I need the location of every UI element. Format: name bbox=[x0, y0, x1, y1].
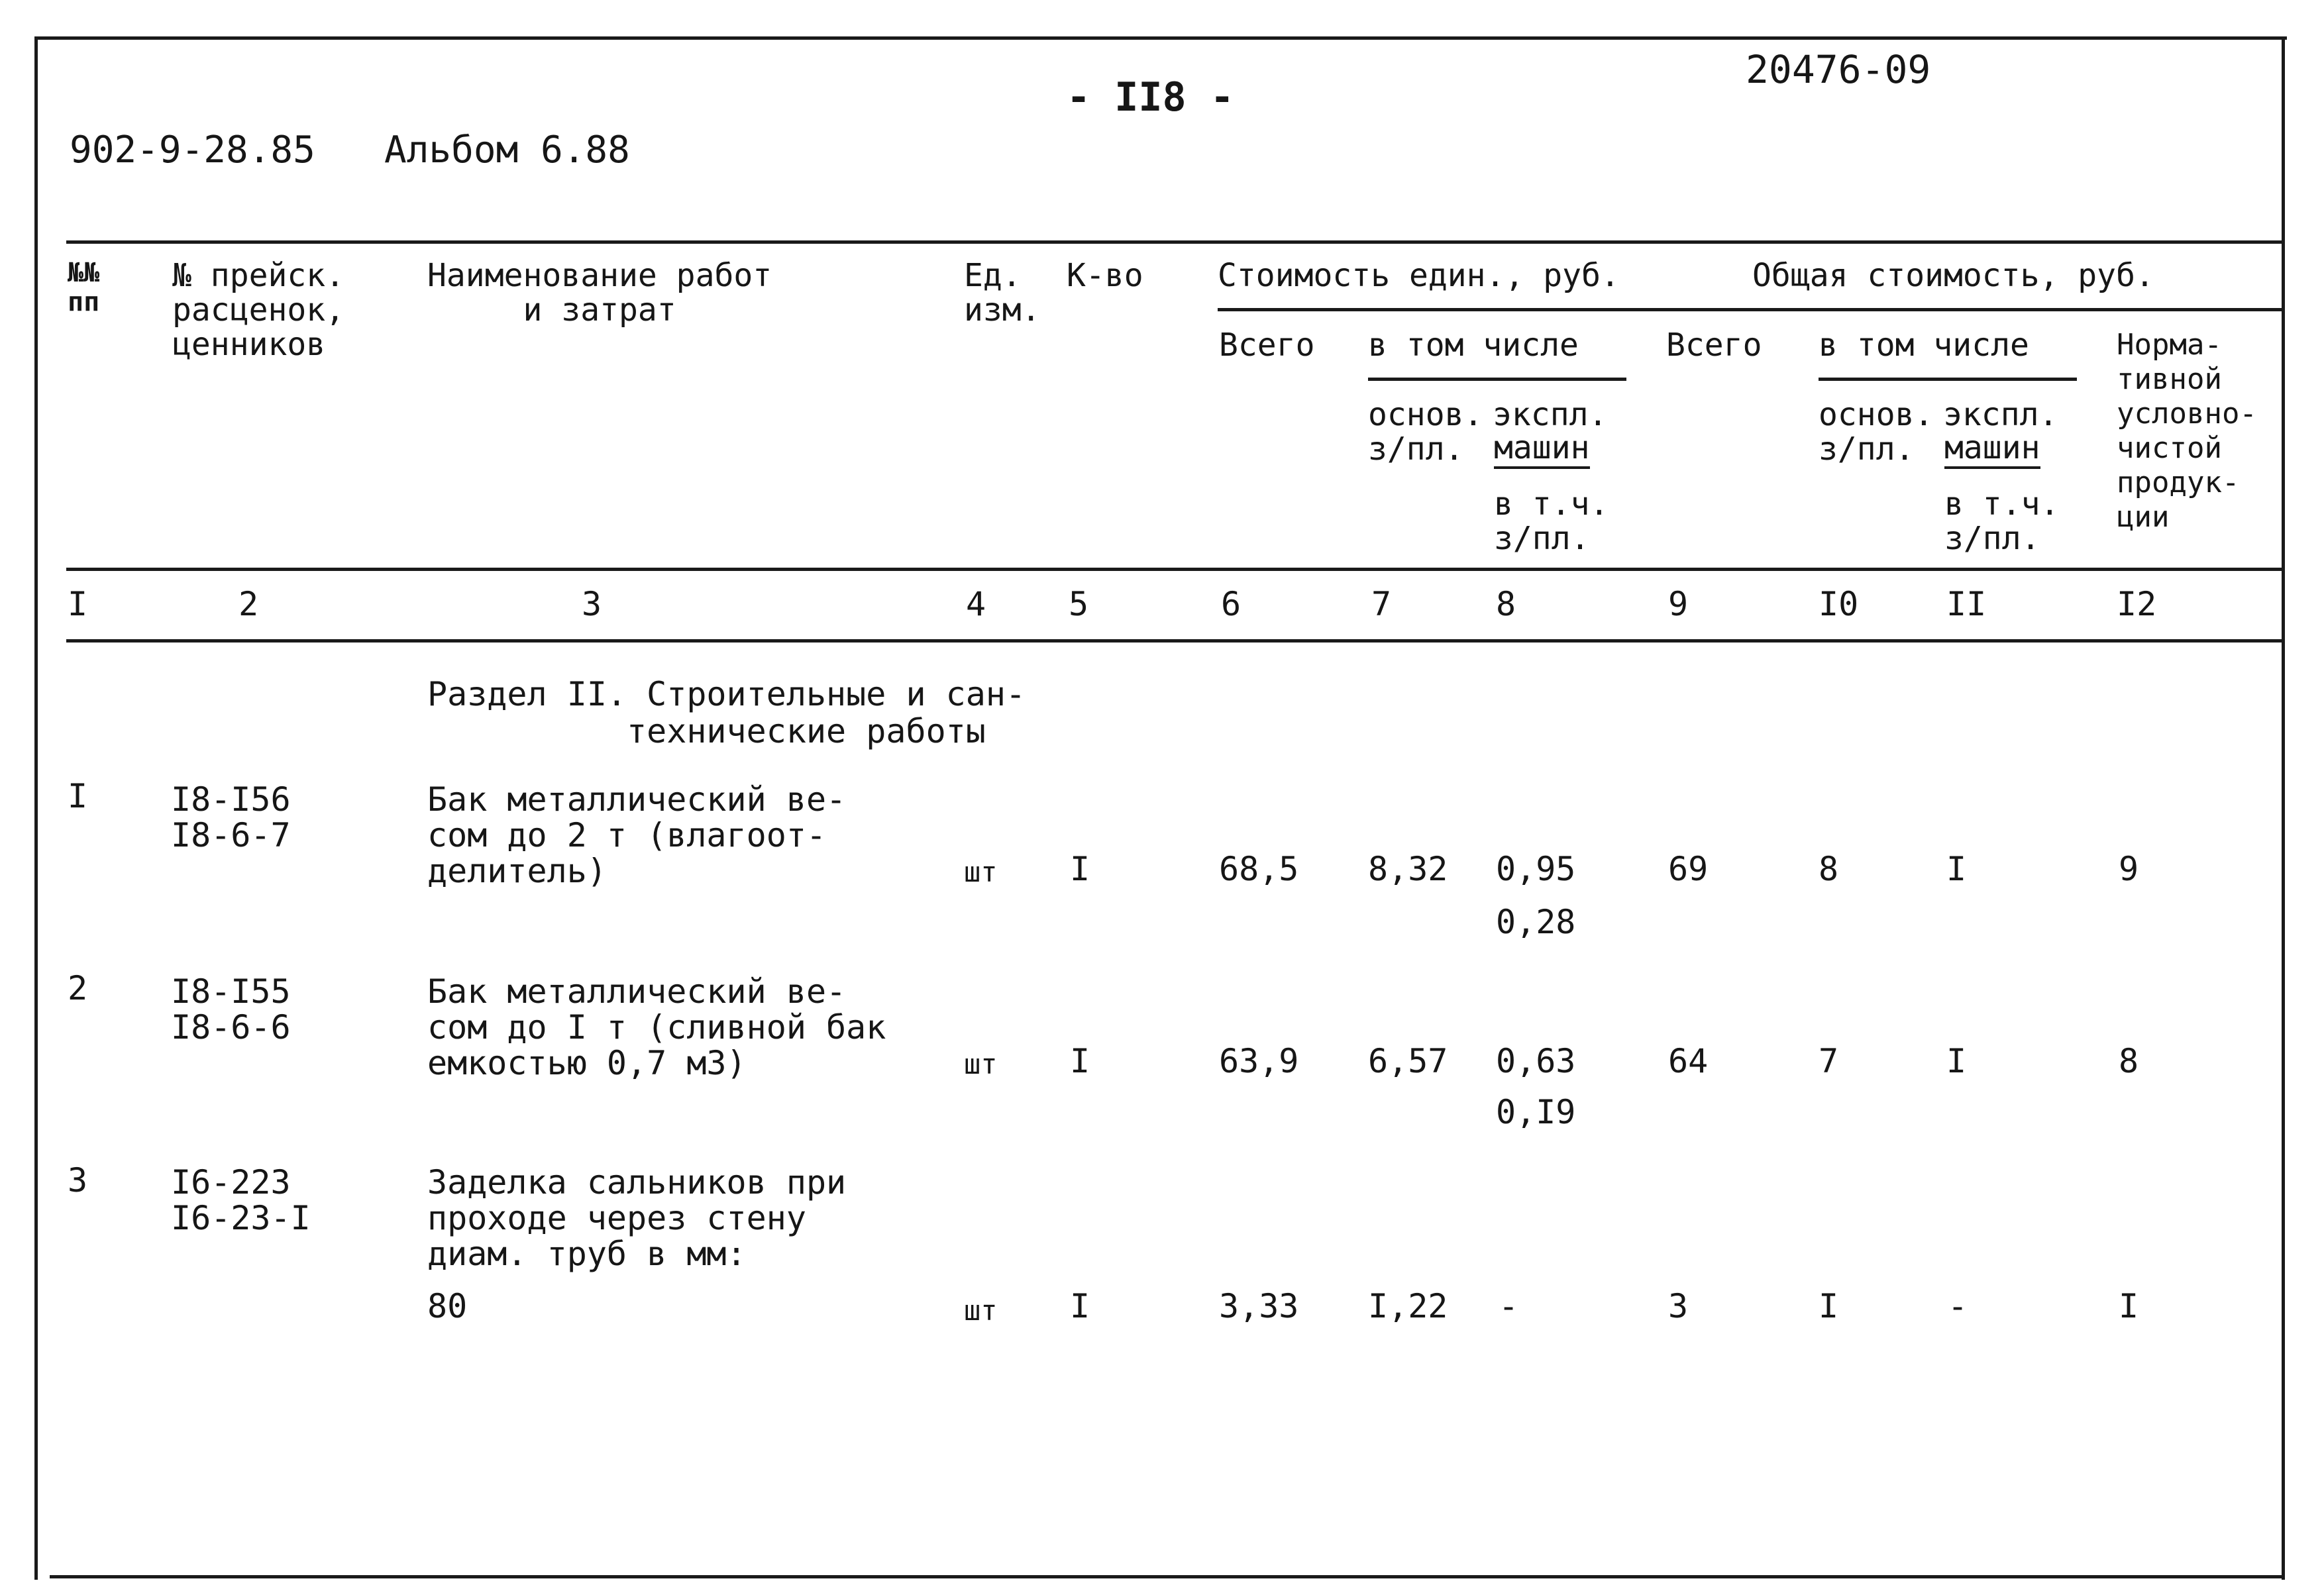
header-total-base-wage: основ. з/пл. bbox=[1819, 396, 1934, 468]
row-total-base-wage: 8 bbox=[1819, 850, 1839, 888]
row-total-machine: I bbox=[1946, 1042, 1967, 1080]
header-unit-machine-2: машин bbox=[1494, 431, 1590, 469]
frame-bottom bbox=[50, 1575, 2282, 1578]
column-number: 2 bbox=[238, 585, 259, 623]
unit-cost-group-rule bbox=[1218, 308, 2282, 311]
column-number: 8 bbox=[1496, 585, 1516, 623]
header-total-machine-wage: в т.ч. з/пл. bbox=[1944, 486, 2060, 557]
row-price-codes: I8-I56 I8-6-7 bbox=[171, 780, 291, 854]
row-unit-base-wage: I,22 bbox=[1368, 1287, 1448, 1325]
row-work-name: Бак металлический ве- сом до I т (сливной бак емкостью 0,7 м3) bbox=[427, 972, 886, 1082]
row-normative: I bbox=[2119, 1287, 2139, 1325]
row-unit: шт bbox=[964, 1048, 998, 1080]
album-label: Альбом 6.88 bbox=[384, 128, 630, 172]
row-total-base-wage: 7 bbox=[1819, 1042, 1839, 1080]
column-number: 4 bbox=[966, 585, 986, 623]
total-incl-rule bbox=[1819, 378, 2077, 381]
row-price-codes: I8-I55 I8-6-6 bbox=[171, 972, 291, 1047]
column-number: I bbox=[68, 585, 88, 623]
header-normative-production: Норма- тивной условно- чистой продук- ции bbox=[2117, 328, 2257, 534]
unit-incl-rule bbox=[1368, 378, 1626, 381]
frame-right bbox=[2282, 36, 2285, 1580]
column-number: 9 bbox=[1668, 585, 1689, 623]
row-work-name: Бак металлический ве- сом до 2 т (влагоот- делитель) bbox=[427, 780, 847, 890]
column-number: II bbox=[1946, 585, 1987, 623]
column-number: 7 bbox=[1371, 585, 1392, 623]
row-unit-base-wage: 6,57 bbox=[1368, 1042, 1448, 1080]
header-total-machine-2: машин bbox=[1944, 431, 2040, 469]
frame-left bbox=[34, 36, 38, 1580]
row-unit-machine-wage: 0,28 bbox=[1496, 903, 1576, 941]
header-unit: Ед. изм. bbox=[964, 257, 1041, 329]
column-number: 6 bbox=[1221, 585, 1241, 623]
row-unit: шт bbox=[964, 1294, 998, 1327]
row-unit-total: 63,9 bbox=[1219, 1042, 1299, 1080]
row-price-codes: I6-223 I6-23-I bbox=[171, 1163, 311, 1237]
frame-top bbox=[34, 36, 2287, 40]
column-number: I0 bbox=[1819, 585, 1859, 623]
header-unit-incl: в том числе bbox=[1368, 327, 1579, 364]
column-number: I2 bbox=[2117, 585, 2157, 623]
section-title: Раздел II. Строительные и сан- технические работы bbox=[427, 675, 1026, 750]
row-number: 2 bbox=[68, 969, 88, 1007]
document-code: 902-9-28.85 bbox=[70, 128, 315, 172]
row-total-machine: I bbox=[1946, 850, 1967, 888]
header-quantity: К-во bbox=[1067, 257, 1143, 294]
row-total: 3 bbox=[1668, 1287, 1689, 1325]
row-unit-machine: 0,95 bbox=[1496, 850, 1576, 888]
row-normative: 9 bbox=[2119, 850, 2139, 888]
row-unit-machine: 0,63 bbox=[1496, 1042, 1576, 1080]
header-total-cost-group: Общая стоимость, руб. bbox=[1752, 257, 2154, 294]
row-number: 3 bbox=[68, 1161, 88, 1200]
column-number-rule bbox=[66, 639, 2282, 642]
header-price-code: № прейск. расценок, ценников bbox=[172, 257, 345, 363]
row-number: I bbox=[68, 777, 88, 815]
column-number: 3 bbox=[582, 585, 602, 623]
header-unit-machine-wage: в т.ч. з/пл. bbox=[1494, 486, 1609, 557]
header-row-number: №№ пп bbox=[68, 258, 100, 317]
row-unit-total: 68,5 bbox=[1219, 850, 1299, 888]
header-bottom-rule bbox=[66, 568, 2282, 571]
row-unit-machine: - bbox=[1499, 1287, 1519, 1325]
row-normative: 8 bbox=[2119, 1042, 2139, 1080]
header-work-name: Наименование работ и затрат bbox=[427, 257, 772, 329]
row-unit-base-wage: 8,32 bbox=[1368, 850, 1448, 888]
row-unit-machine-wage: 0,I9 bbox=[1496, 1093, 1576, 1131]
header-unit-total: Всего bbox=[1219, 327, 1315, 364]
row-quantity: I bbox=[1070, 850, 1090, 888]
row-subitem: 80 bbox=[427, 1287, 468, 1325]
row-unit: шт bbox=[964, 856, 998, 888]
page-number: - II8 - bbox=[1067, 74, 1234, 121]
header-unit-base-wage: основ. з/пл. bbox=[1368, 396, 1483, 468]
row-total-machine: - bbox=[1948, 1287, 1968, 1325]
header-unit-cost-group: Стоимость един., руб. bbox=[1218, 257, 1620, 294]
inventory-number: 20476-09 bbox=[1746, 47, 1931, 92]
row-quantity: I bbox=[1070, 1287, 1090, 1325]
header-total-machine: экспл. bbox=[1943, 396, 2058, 433]
header-total-total: Всего bbox=[1666, 327, 1762, 364]
row-total: 69 bbox=[1668, 850, 1709, 888]
table-top-rule bbox=[66, 240, 2282, 244]
column-number: 5 bbox=[1069, 585, 1089, 623]
row-unit-total: 3,33 bbox=[1219, 1287, 1299, 1325]
header-unit-machine: экспл. bbox=[1493, 396, 1608, 433]
row-total-base-wage: I bbox=[1819, 1287, 1839, 1325]
row-total: 64 bbox=[1668, 1042, 1709, 1080]
header-total-incl: в том числе bbox=[1819, 327, 2029, 364]
row-work-name: Заделка сальников при проходе через стену диам. труб в мм: bbox=[427, 1163, 847, 1273]
row-quantity: I bbox=[1070, 1042, 1090, 1080]
